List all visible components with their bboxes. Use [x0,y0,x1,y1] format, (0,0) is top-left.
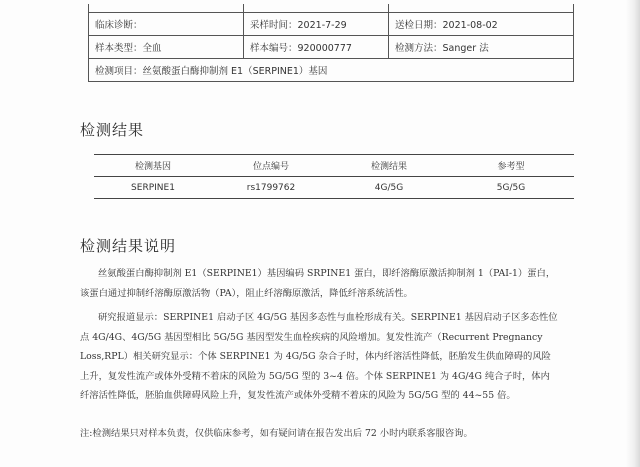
project-label: 检测项目： [95,66,143,77]
results-header-row [94,155,574,177]
diagnosis-cell [89,13,244,36]
info-row-3 [89,59,574,82]
send-date-value: 2021-08-02 [442,20,498,31]
table-row [94,177,574,199]
sample-type-label: 样本类型： [95,43,143,54]
page-edge-shadow [626,0,640,467]
results-header-locus: 位点编号 [252,162,289,172]
sample-info-table [88,4,574,82]
explanation-paragraph-2 [80,308,574,406]
results-section-title: 检测结果 [80,121,145,139]
info-top-cell-3 [389,4,574,13]
sample-no-label: 样本编号： [250,43,298,54]
info-top-cell-2 [244,4,389,13]
paragraph-2-line: 纤溶活性降低，胚胎血供障碍风险上升，复发性流产或体外受精不着床的风险为 5G/5G 型的 44~55 倍。 [80,390,516,401]
sample-time-cell [244,13,389,36]
sample-time-label: 采样时间： [250,20,298,31]
diagnosis-label: 临床诊断： [95,20,143,31]
project-cell [89,59,574,82]
info-top-row [89,4,574,13]
sample-type-value: 全血 [142,43,162,54]
paragraph-2-line: 上升，复发性流产或体外受精不着床的风险为 5G/5G 型的 3~4 倍。个体 SERPINE1 为 4G/4G 纯合子时，体内 [80,370,550,382]
paragraph-1-line: 丝氨酸蛋白酶抑制剂 E1（SERPINE1）基因编码 SRPINE1 蛋白，即纤溶酶原激活抑制剂 1（PAI-1）蛋白， [98,268,556,279]
result-reference-cell: 5G/5G [496,182,526,193]
info-row-1 [89,13,574,36]
explanation-paragraph-1 [80,264,574,303]
send-date-label: 送检日期： [395,20,443,31]
result-locus-cell: rs1799762 [246,182,296,193]
results-table [94,154,574,199]
sample-no-cell [244,36,389,59]
results-header-gene: 检测基因 [134,162,171,172]
result-gene-cell: SERPINE1 [131,182,175,193]
sample-time-value: 2021-7-29 [297,20,347,31]
project-value: 丝氨酸蛋白酶抑制剂 E1（SERPINE1）基因 [142,66,328,77]
paragraph-2-line: 点 4G/4G、4G/5G 基因型相比 5G/5G 基因型发生血栓疾病的风险增加。复发性流产（Recurrent Pregnancy [80,331,543,343]
results-header-reference: 参考型 [497,162,525,172]
method-label: 检测方法： [395,43,443,54]
results-header-result: 检测结果 [370,162,407,172]
method-value: Sanger 法 [442,43,489,54]
paragraph-2-line: Loss,RPL）相关研究显示：个体 SERPINE1 为 4G/5G 杂合子时，体内纤溶活性降低，胚胎发生供血障碍的风险 [80,351,551,362]
method-cell [389,36,574,59]
result-genotype-cell: 4G/5G [374,182,404,193]
paragraph-1-line: 该蛋白通过抑制纤溶酶原激活物（PA），阻止纤溶酶原激活，降低纤溶系统活性。 [80,287,413,299]
info-row-2 [89,36,574,59]
paragraph-2-line: 研究报道显示：SERPINE1 启动子区 4G/5G 基因多态性与血栓形成有关。SERPINE1 基因启动子区多态性位 [98,312,558,323]
sample-type-cell [89,36,244,59]
info-top-cell-1 [89,4,244,13]
disclaimer-note: 注:检测结果只对样本负责，仅供临床参考，如有疑问请在报告发出后 72 小时内联系客服咨询。 [80,428,473,439]
send-date-cell [389,13,574,36]
sample-no-value: 920000777 [297,43,352,54]
explanation-section-title: 检测结果说明 [80,237,177,255]
